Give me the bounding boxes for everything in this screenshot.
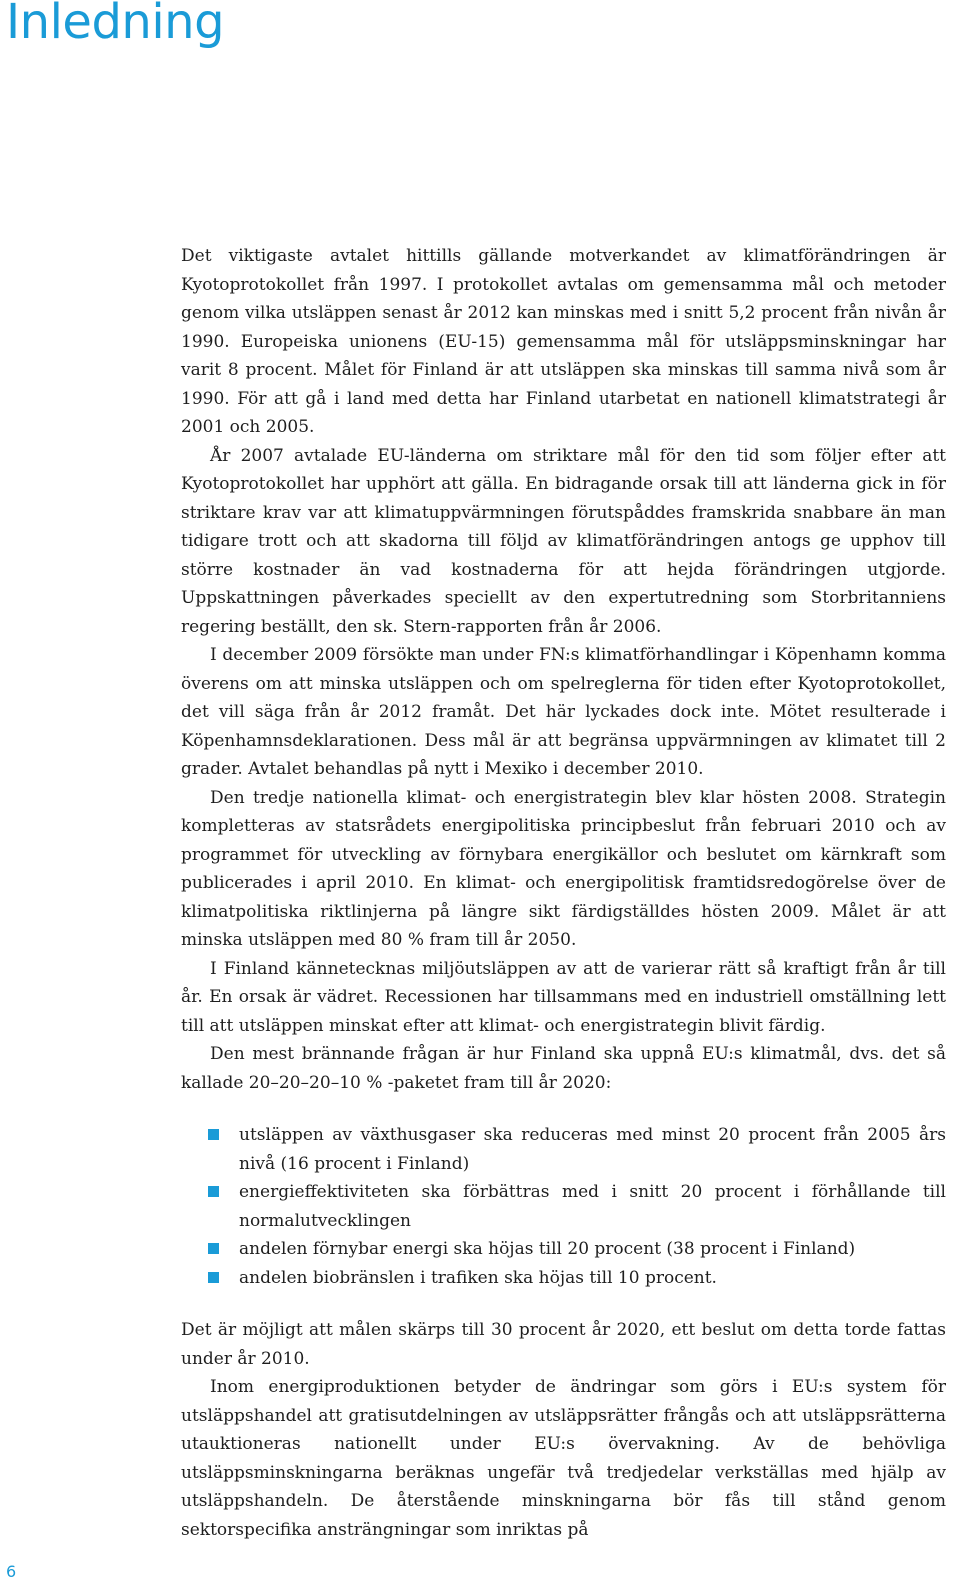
page-number: 6 [6,1562,17,1581]
goal-list [181,1121,946,1292]
list-item [181,1121,946,1178]
square-bullet-icon [208,1243,219,1254]
paragraph: Det viktigaste avtalet hittills gällande motverkandet av klimatförändringen är Kyotoprotokollet från 1997. I protokollet avtalas om gemensamma mål och metoder genom vilka utsläppen senast år 2012 kan minskas med i snitt 5,2 procent från nivån år 1990. Europeiska unionens (EU-15) gemensamma mål för utsläppsminskningar har varit 8 procent. Målet för Finland är att utsläppen ska minskas till samma nivå som år 1990. För att gå i land med detta har Finland utarbetat en nationell klimatstrategi år 2001 och 2005. [181,246,946,437]
paragraph: Den mest brännande frågan är hur Finland ska uppnå EU:s klimatmål, dvs. det så kallade 20–20–20–10 % -paketet fram till år 2020: [181,1044,946,1093]
list-item [181,1235,946,1264]
paragraph: I december 2009 försökte man under FN:s klimatförhandlingar i Köpenhamn komma överens om att minska utsläppen och om spelreglerna för tiden efter Kyotoprotokollet, det vill säga från år 2012 framåt. Det här lyckades dock inte. Mötet resulterade i Köpenhamnsdeklarationen. Dess mål är att begränsa uppvärmningen av klimatet till 2 grader. Avtalet behandlas på nytt i Mexiko i december 2010. [181,645,946,779]
page-title: Inledning [6,0,225,50]
list-item-text: andelen biobränslen i trafiken ska höjas till 10 procent. [239,1267,717,1288]
list-item-text: energieffektiviteten ska förbättras med i snitt 20 procent i förhållande till normalutvecklingen [239,1182,946,1231]
body-text [181,242,946,1544]
paragraph: År 2007 avtalade EU-länderna om striktare mål för den tid som följer efter att Kyotoprotokollet har upphört att gälla. En bidragande orsak till att länderna gick in för striktare krav var att klimatuppvärmningen förutspåddes framskrida snabbare än man tidigare trott och att skadorna till följd av klimatförändringen antogs ge upphov till större kostnader än vad kostnaderna för att hejda förändringen utgjorde. Uppskattningen påverkades speciellt av den expertutredning som Storbritanniens regering beställt, den sk. Stern-rapporten från år 2006. [181,445,946,637]
square-bullet-icon [208,1272,219,1283]
list-item [181,1178,946,1235]
list-item-text: andelen förnybar energi ska höjas till 20 procent (38 procent i Finland) [239,1239,856,1259]
paragraph: Den tredje nationella klimat- och energistrategin blev klar hösten 2008. Strategin kompletteras av statsrådets energipolitiska principbeslut från februari 2010 och av programmet för utveckling av förnybara energikällor och beslutet om kärnkraft som publicerades i april 2010. En klimat- och energipolitisk framtidsredogörelse över de klimatpolitiska riktlinjerna på längre sikt färdigställdes hösten 2009. Målet är att minska utsläppen med 80 % fram till år 2050. [181,787,946,950]
square-bullet-icon [208,1129,219,1140]
square-bullet-icon [208,1186,219,1197]
paragraph: I Finland kännetecknas miljöutsläppen av att de varierar rätt så kraftigt från år till år. En orsak är vädret. Recessionen har tillsammans med en industriell omställning lett till att utsläppen minskat efter att klimat- och energistrategin blivit färdig. [181,958,946,1036]
paragraph: Det är möjligt att målen skärps till 30 procent år 2020, ett beslut om detta torde fattas under år 2010. [181,1320,946,1369]
list-item [181,1264,946,1293]
paragraph: Inom energiproduktionen betyder de ändringar som görs i EU:s system för utsläppshandel att gratisutdelningen av utsläppsrätter frångås och att utsläppsrätterna utauktioneras nationellt under EU:s övervakning. Av de behövliga utsläppsminskningarna beräknas ungefär två tredjedelar verkställas med hjälp av utsläppshandeln. De återstående minskningarna bör fås till stånd genom sektorspecifika ansträngningar som inriktas på [181,1377,946,1540]
list-item-text: utsläppen av växthusgaser ska reduceras med minst 20 procent från 2005 års nivå (16 procent i Finland) [239,1125,946,1174]
